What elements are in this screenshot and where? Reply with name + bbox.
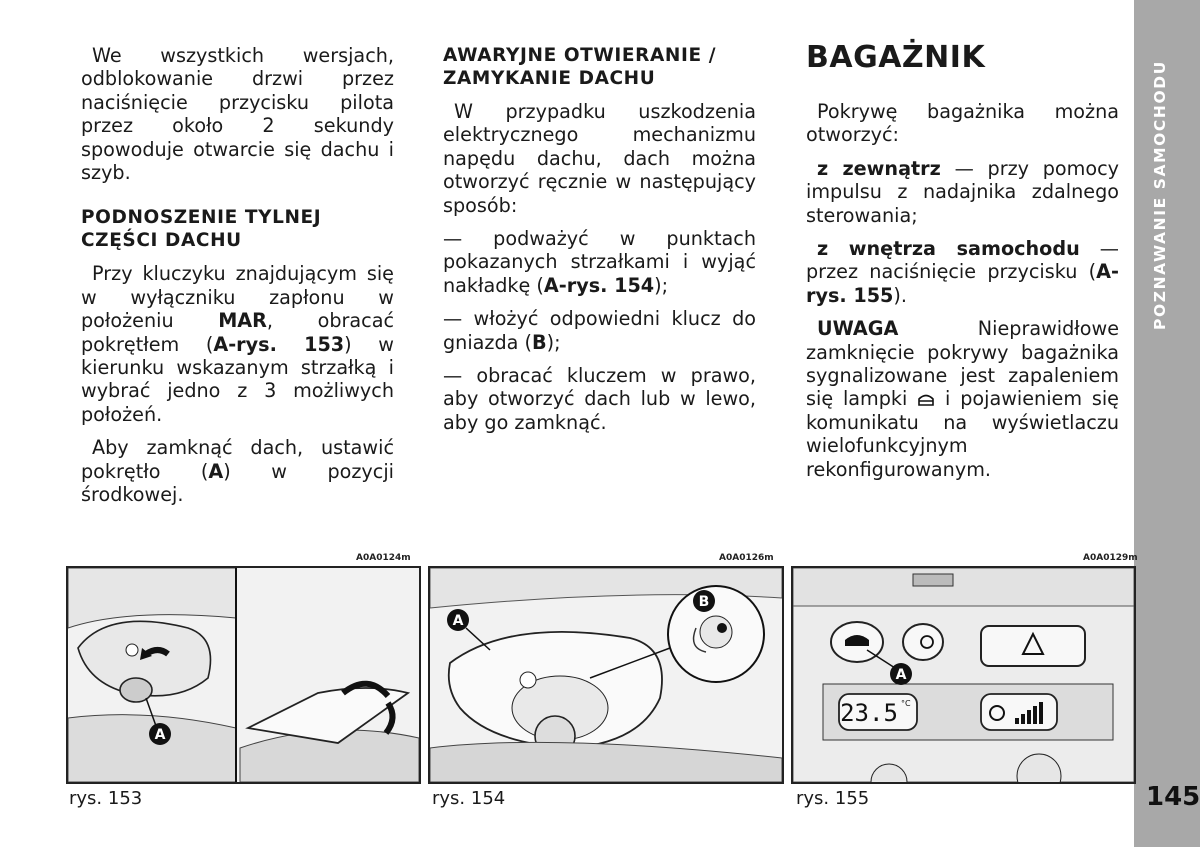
roof-emergency-illustration [430,568,782,782]
roof-knob-illustration [68,568,419,782]
figure-154 [428,566,784,784]
paragraph-doors: We wszystkich wersjach, odblokowanie drzwi przez naciśnięcie przycisku pilota przez około 2 sekundy spowoduje otwarcie się dachu i szyb. [81,44,394,185]
paragraph-outside: z zewnątrz — przy pomocy impulsu z nadajnika zdalnego sterowania; [806,156,1120,227]
paragraph-key: Przy kluczyku znajdującym się w wyłączniku zapłonu w położeniu MAR, obracać pokrętłem (A-rys. 153) w kierunku wskazanym strzałką i wybrać jedno z 3 możliwych położeń. [81,262,395,426]
section-title: BAGAŻNIK [806,40,986,75]
temperature-display: 23.5 [840,699,898,727]
column-2 [443,44,756,444]
label-b: B [698,594,710,610]
caption-155: rys. 155 [796,788,870,809]
column-1 [81,44,394,517]
paragraph-inside: z wnętrza samochodu — przez naciśnięcie przycisku (A-rys. 155). [806,237,1119,307]
figure-code-155: A0A0129m [1083,553,1138,563]
page-number: 145 [1146,782,1200,812]
figure-code-153: A0A0124m [356,553,411,563]
figure-155 [791,566,1136,784]
figure-code-154: A0A0126m [719,553,774,563]
caption-154: rys. 154 [432,788,506,809]
paragraph-failure: W przypadku uszkodzenia elektrycznego mechanizmu napędu dachu, dach można otworzyć ręcznie w następujący sposób: [443,100,756,217]
trunk-lamp-icon [917,392,935,407]
heading-emergency-roof: AWARYJNE OTWIERANIE / ZAMYKANIE DACHU [443,45,717,89]
label-a: A [895,667,907,683]
sidebar-chapter-title: POZNAWANIE SAMOCHODU [1151,60,1169,330]
paragraph-trunk-intro: Pokrywę bagażnika można otworzyć: [806,100,1119,147]
label-a: A [452,613,464,629]
temperature-unit: °C [901,699,911,708]
paragraph-step-1: — podważyć w punktach pokazanych strzałkami i wyjąć nakładkę (A-rys. 154); [443,227,756,297]
paragraph-warning: UWAGA Nieprawidłowe zamknięcie pokrywy bagażnika sygnalizowane jest zapaleniem się lampki i pojawieniem się komunikatu na wyświetlaczu wielofunkcyjnym rekonfigurowanym. [806,317,1119,481]
dashboard-illustration [793,568,1134,782]
label-a: A [154,727,166,743]
figure-153 [66,566,421,784]
column-3 [806,40,1119,491]
paragraph-close-roof: Aby zamknąć dach, ustawić pokrętło (A) w pozycji środkowej. [81,436,394,507]
paragraph-step-3: — obracać kluczem w prawo, aby otworzyć dach lub w lewo, aby go zamknąć. [443,364,756,434]
caption-153: rys. 153 [69,788,143,809]
heading-roof-lift: PODNOSZENIE TYLNEJ CZĘŚCI DACHU [81,207,322,252]
paragraph-step-2: — włożyć odpowiedni klucz do gniazda (B); [443,307,756,354]
